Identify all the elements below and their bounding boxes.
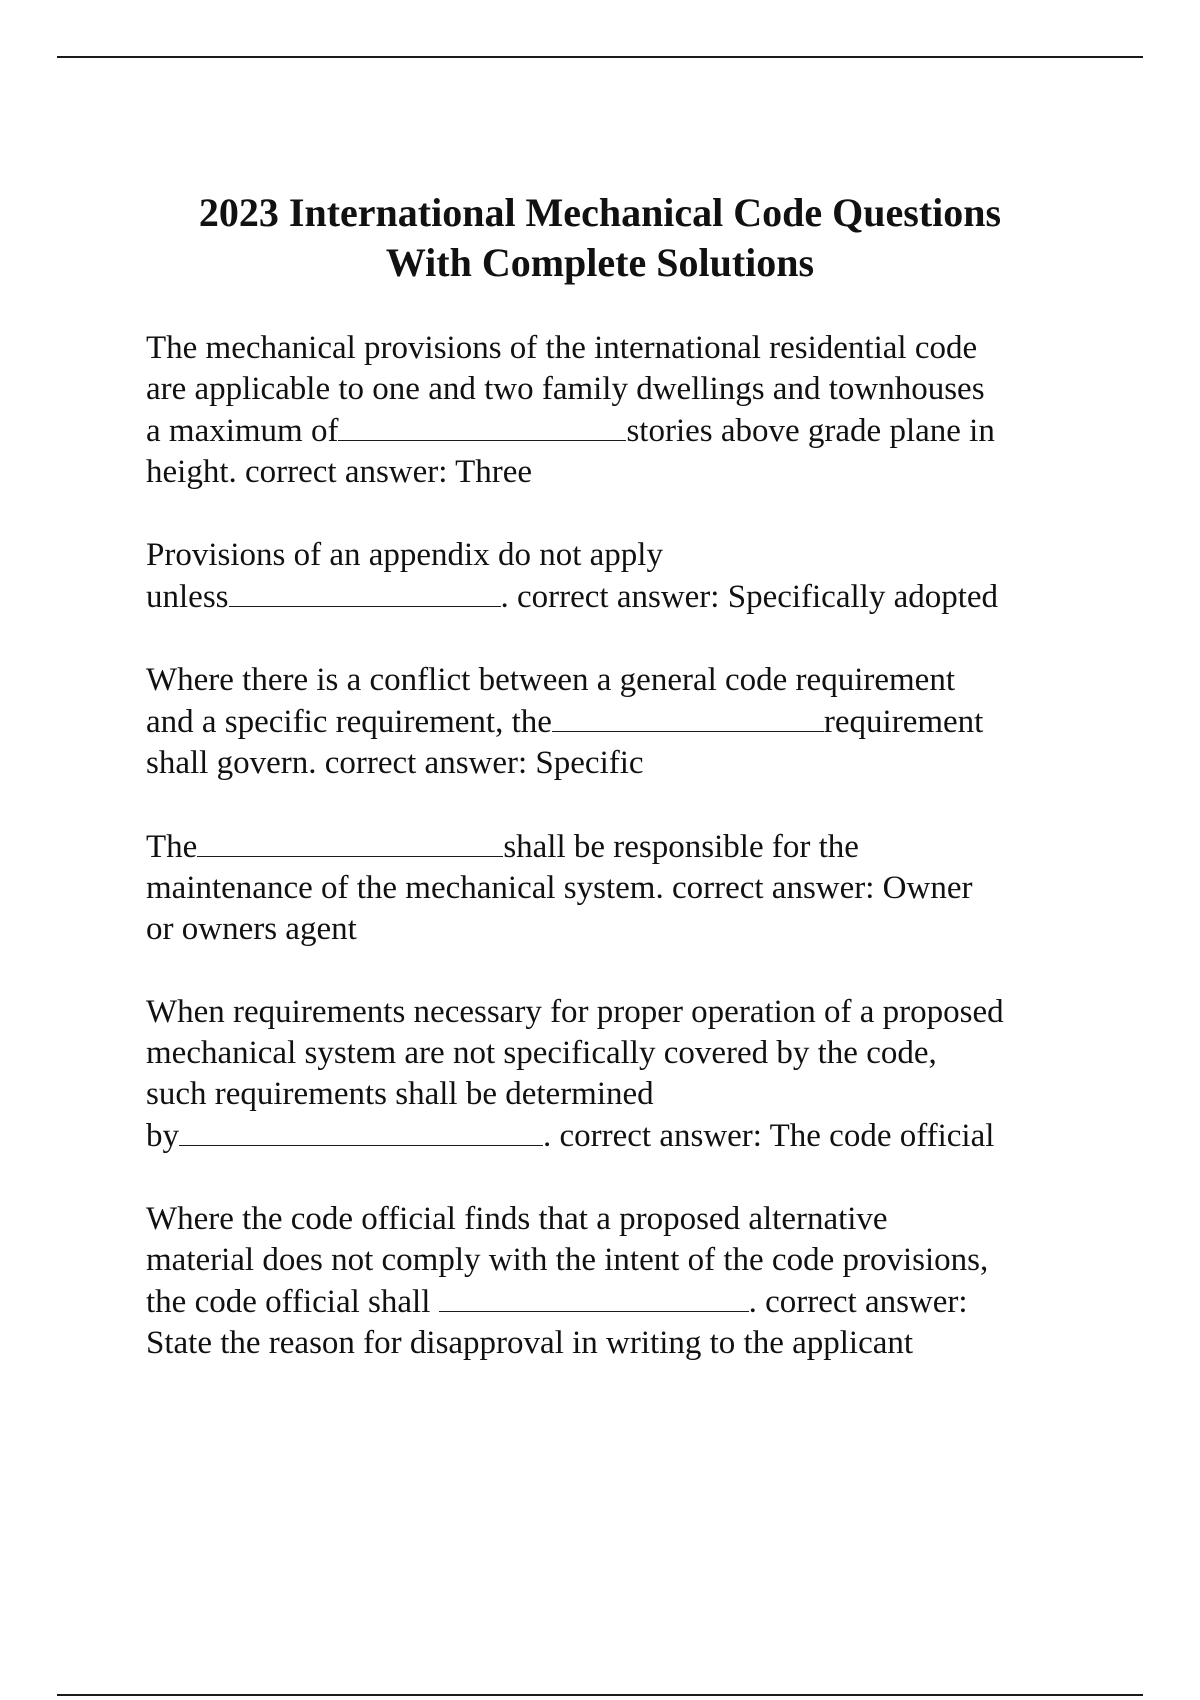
answer-blank xyxy=(229,576,501,607)
question-line: The shall be responsible for the xyxy=(146,826,1146,868)
answer-blank xyxy=(197,826,503,857)
question-4 xyxy=(146,826,1146,950)
question-6 xyxy=(146,1199,1146,1364)
question-line: are applicable to one and two family dwellings and townhouses xyxy=(146,371,985,407)
question-line: Where there is a conflict between a general code requirement xyxy=(146,662,955,698)
answer-line: height. correct answer: Three xyxy=(146,454,533,490)
question-line: such requirements shall be determined xyxy=(146,1076,654,1112)
answer-line: by . correct answer: The code official xyxy=(146,1115,1146,1157)
question-list xyxy=(146,328,1146,1406)
title-line-2: With Complete Solutions xyxy=(385,240,815,285)
question-line: the code official shall . correct answer: xyxy=(146,1281,1146,1323)
answer-line: State the reason for disapproval in writing to the applicant xyxy=(146,1325,914,1361)
question-line: Provisions of an appendix do not apply xyxy=(146,537,663,573)
question-line: Where the code official finds that a proposed alternative xyxy=(146,1201,888,1237)
question-line: The mechanical provisions of the international residential code xyxy=(146,330,978,366)
question-line: material does not comply with the intent of the code provisions, xyxy=(146,1242,989,1278)
header-rule xyxy=(57,56,1143,58)
answer-line: unless . correct answer: Specifically adopted xyxy=(146,576,1146,618)
document-title xyxy=(100,188,1100,288)
answer-blank xyxy=(552,701,824,732)
question-2 xyxy=(146,535,1146,618)
question-5 xyxy=(146,992,1146,1157)
answer-blank xyxy=(338,410,626,441)
answer-line: maintenance of the mechanical system. correct answer: Owner xyxy=(146,870,973,906)
footer-rule xyxy=(57,1694,1143,1696)
question-line: a maximum of stories above grade plane in xyxy=(146,410,1146,452)
question-3 xyxy=(146,660,1146,784)
answer-line: or owners agent xyxy=(146,911,357,947)
question-line: mechanical system are not specifically covered by the code, xyxy=(146,1035,937,1071)
answer-blank xyxy=(439,1281,749,1312)
question-line: When requirements necessary for proper operation of a proposed xyxy=(146,994,1004,1030)
answer-line: shall govern. correct answer: Specific xyxy=(146,745,644,781)
title-line-1: 2023 International Mechanical Code Questions xyxy=(198,190,1002,235)
question-line: and a specific requirement, the requirement xyxy=(146,701,1146,743)
answer-blank xyxy=(179,1115,543,1146)
question-1 xyxy=(146,328,1146,493)
